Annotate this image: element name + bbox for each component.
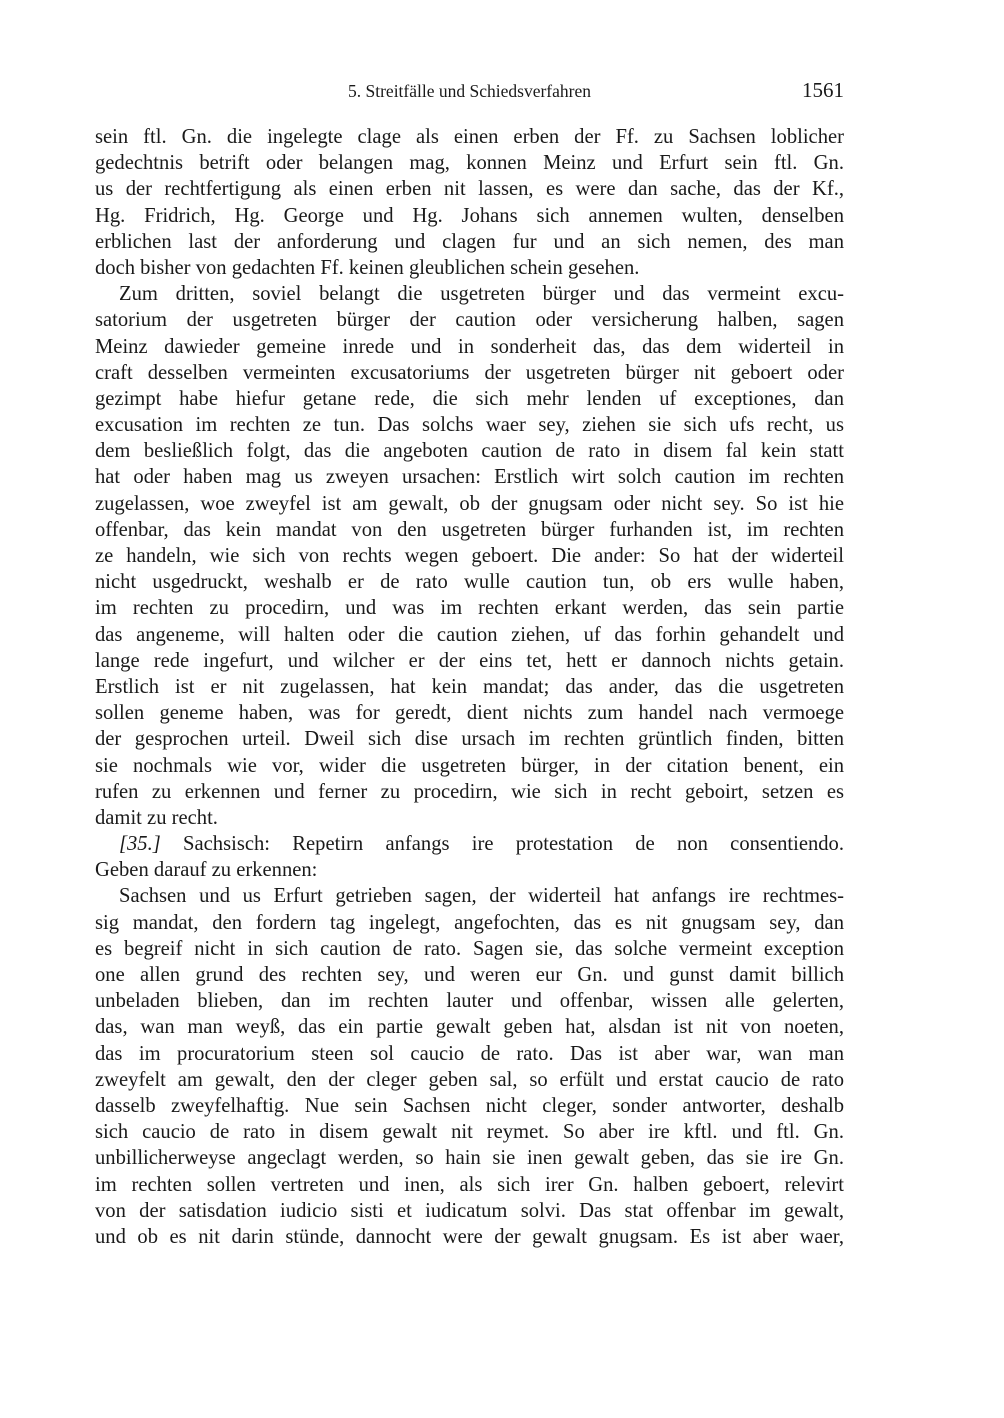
text-line: es begreif nicht in sich caution de rato. Sagen sie, das solche vermeint exception [95,937,844,960]
text-line: nicht usgedruckt, weshalb er de rato wulle caution tun, ob ers wulle haben, [95,571,844,594]
text-line: sich caucio de rato in disem gewalt nit reymet. So aber ire kftl. und ftl. Gn. [95,1121,844,1144]
text-line: ze handeln, wie sich von rechts wegen geboert. Die ander: So hat der widerteil [95,545,844,567]
text-line: das angeneme, will halten oder die caution ziehen, uf das forhin gehandelt und [95,623,844,646]
text-line: rufen zu erkennen und ferner zu procedirn, wie sich in recht geboirt, setzen es [95,780,844,803]
text-line: doch bisher von gedachten Ff. keinen gleublichen schein gesehen. [95,256,640,279]
text-line: unbillicherweyse angeclagt werden, so hain sie inen gewalt geben, das sie ire Gn. [95,1147,844,1170]
text-line: Zum dritten, soviel belangt die usgetreten bürger und das vermeint excu- [119,283,844,306]
text-line: sollen geneme haben, was for geredt, dient nichts zum handel nach vermoege [95,702,844,725]
body-text [95,124,844,1250]
text-line: us der rechtfertigung als einen erben nit lassen, es were dan sache, das der Kf., [95,178,844,201]
text-line: zweyfelt am gewalt, den der cleger geben sal, so erfült und erstat caucio de rato [95,1068,844,1091]
text-line: satorium der usgetreten bürger der caution oder versicherung halben, sagen [95,309,844,332]
text-line: das, wan man weyß, das ein partie gewalt geben hat, alsdan ist nit von noeten, [95,1016,844,1039]
text-line: craft desselben vermeinten excusatoriums der usgetreten bürger nit geboert oder [95,361,844,384]
text-line: sig mandat, den fordern tag ingelegt, angefochten, das es nit gnugsam sey, dan [95,911,844,934]
text-line: Meinz dawieder gemeine inrede und in sonderheit das, das dem widerteil in [95,335,844,358]
text-line: lange rede ingefurt, und wilcher er der eins tet, hett er dannoch nichts getain. [95,649,844,672]
text-line: offenbar, das kein mandat von den usgetreten bürger furhanden ist, im rechten [95,518,844,541]
text-line: sie nochmals wie vor, wider die usgetreten bürger, in der citation benent, ein [95,754,844,777]
text-line: sein ftl. Gn. die ingelegte clage als einen erben der Ff. zu Sachsen loblicher [95,126,844,148]
text-line: Geben darauf zu erkennen: [95,859,318,882]
text-line: von der satisdation iudicio sisti et iudicatum solvi. Das stat offenbar im gewalt, [95,1199,844,1222]
text-line: excusation im rechten ze tun. Das solchs waer sey, ziehen sie sich ufs recht, us [95,414,844,437]
text-line: der gesprochen urteil. Dweil sich dise ursach im rechten grüntlich finden, bitten [95,728,844,751]
section-marker: [35.] [119,833,161,856]
text-line: Erstlich ist er nit zugelassen, hat kein mandat; das ander, das die usgetreten [95,675,844,698]
text-line: damit zu recht. [95,806,218,829]
text-line: das im procuratorium steen sol caucio de rato. Das ist aber war, wan man [95,1042,844,1065]
text-line: erblichen last der anforderung und clagen fur und an sich nemen, des man [95,230,844,253]
page-number: 1561 [802,78,844,102]
document-page [95,78,844,1250]
text-line: Sachsen und us Erfurt getrieben sagen, der widerteil hat anfangs ire rechtmes- [119,885,844,908]
text-line: zugelassen, woe zweyfel ist am gewalt, ob der gnugsam oder nicht sey. So ist hie [95,492,844,515]
text-line: one allen grund des rechten sey, und weren eur Gn. und gunst damit billich [95,964,844,986]
running-header [95,78,844,106]
text-line: im rechten zu procedirn, und was im rechten erkant werden, das sein partie [95,597,844,620]
text-line: gezimpt habe hiefur getane rede, die sich mehr lenden uf exceptiones, dan [95,387,844,410]
text-line: und ob es nit darin stünde, dannocht were der gewalt gnugsam. Es ist aber waer, [95,1225,844,1248]
line-text: Sachsisch: Repetirn anfangs ire protestation de non consentiendo. [160,833,844,856]
text-line: gedechtnis betrift oder belangen mag, konnen Meinz und Erfurt sein ftl. Gn. [95,152,844,175]
text-line: hat oder haben mag us zweyen ursachen: Erstlich wirt solch caution im rechten [95,466,844,489]
text-line [95,831,844,857]
text-line: dasselb zweyfelhaftig. Nue sein Sachsen nicht cleger, sonder antworter, deshalb [95,1094,844,1117]
text-line: Hg. Fridrich, Hg. George und Hg. Johans sich annemen wulten, denselben [95,204,844,227]
text-line: dem besließlich folgt, das die angeboten caution de rato in disem fal kein statt [95,440,844,463]
text-line: im rechten sollen vertreten und inen, als sich irer Gn. halben geboert, relevirt [95,1173,844,1196]
text-line: unbeladen blieben, dan im rechten lauter und offenbar, wissen alle gelerten, [95,990,844,1013]
running-title: 5. Streitfälle und Schiedsverfahren [348,81,591,101]
